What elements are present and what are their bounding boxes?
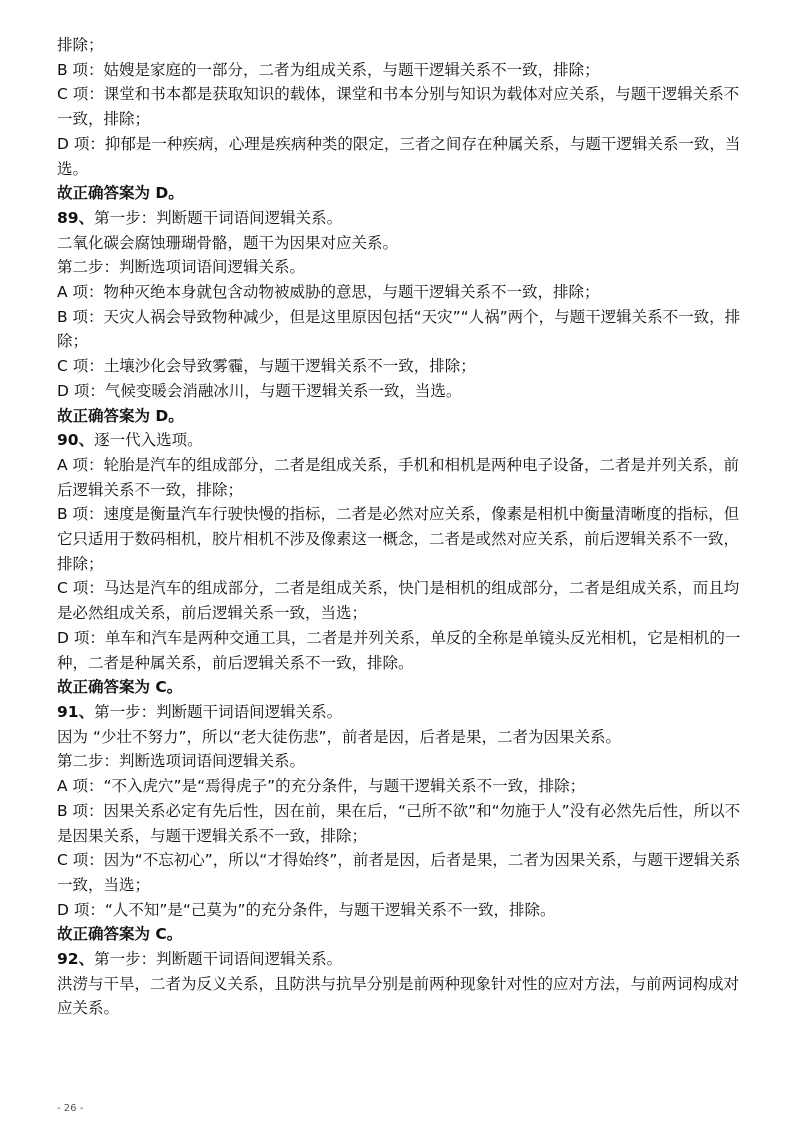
text-line: 第二步：判断选项词语间逻辑关系。 bbox=[57, 258, 306, 277]
text-line: B 项：因果关系必定有先后性，因在前，果在后，“己所不欲”和“勿施于人”没有必然先后性，所以不是因果关系，与题干逻辑关系不一致，排除； bbox=[57, 801, 741, 845]
question-heading: 89、第一步：判断题干词语间逻辑关系。 bbox=[57, 208, 343, 227]
text-line: B 项：速度是衡量汽车行驶快慢的指标，二者是必然对应关系，像素是相机中衡量清晰度的指标，但它只适用于数码相机，胶片相机不涉及像素这一概念，二者是或然对应关系，前后逻辑关系不一致，排除； bbox=[57, 505, 740, 573]
text-line: A 项：轮胎是汽车的组成部分，二者是组成关系，手机和相机是两种电子设备，二者是并列关系，前后逻辑关系不一致，排除； bbox=[57, 455, 740, 499]
text-line: D 项：单车和汽车是两种交通工具，二者是并列关系，单反的全称是单镜头反光相机，它是相机的一种，二者是种属关系，前后逻辑关系不一致，排除。 bbox=[57, 628, 741, 672]
question-number: 91、 bbox=[57, 702, 95, 721]
page-number: - 26 - bbox=[57, 1103, 84, 1114]
text-line: 因为 “少壮不努力”，所以“老大徒伤悲”，前者是因，后者是果，二者为因果关系。 bbox=[57, 727, 622, 746]
question-heading: 90、逐一代入选项。 bbox=[57, 431, 203, 450]
text-line: C 项：因为“不忘初心”，所以“才得始终”，前者是因，后者是果，二者为因果关系，与题干逻辑关系一致，当选； bbox=[57, 851, 741, 894]
question-heading: 92、第一步：判断题干词语间逻辑关系。 bbox=[57, 950, 343, 969]
question-number: 89、 bbox=[57, 208, 95, 227]
text-line: 洪涝与干旱，二者为反义关系，且防洪与抗旱分别是前两种现象针对性的应对方法，与前两词构成对应关系。 bbox=[57, 974, 740, 1018]
text-line: D 项：气候变暖会消融冰川，与题干逻辑关系一致，当选。 bbox=[57, 381, 462, 400]
text-line: C 项：马达是汽车的组成部分，二者是组成关系，快门是相机的组成部分，二者是组成关系，而且均是必然组成关系，前后逻辑关系一致，当选； bbox=[57, 579, 740, 623]
text-line: 第二步：判断选项词语间逻辑关系。 bbox=[57, 752, 306, 771]
text-line: D 项：“人不知”是“己莫为”的充分条件，与题干逻辑关系不一致，排除。 bbox=[57, 900, 556, 919]
text-line: C 项：土壤沙化会导致雾霾，与题干逻辑关系不一致，排除； bbox=[57, 357, 476, 376]
answer-line: 故正确答案为 D。 bbox=[57, 184, 184, 203]
answer-line: 故正确答案为 C。 bbox=[57, 925, 183, 944]
question-number: 92、 bbox=[57, 950, 95, 969]
answer-line: 故正确答案为 D。 bbox=[57, 406, 184, 425]
text-line: D 项：抑郁是一种疾病，心理是疾病种类的限定，三者之间存在种属关系，与题干逻辑关系一致，当选。 bbox=[57, 134, 741, 178]
document-body bbox=[57, 33, 747, 1021]
answer-line: 故正确答案为 C。 bbox=[57, 678, 183, 697]
text-line: 二氧化碳会腐蚀珊瑚骨骼，题干为因果对应关系。 bbox=[57, 233, 399, 252]
text-line: B 项：姑嫂是家庭的一部分，二者为组成关系，与题干逻辑关系不一致，排除； bbox=[57, 60, 600, 79]
text-line: A 项：“不入虎穴”是“焉得虎子”的充分条件，与题干逻辑关系不一致，排除； bbox=[57, 777, 586, 796]
text-line: 排除； bbox=[57, 36, 104, 54]
text-line: C 项：课堂和书本都是获取知识的载体，课堂和书本分别与知识为载体对应关系，与题干逻辑关系不一致，排除； bbox=[57, 85, 740, 129]
question-number: 90、 bbox=[57, 431, 95, 450]
question-heading: 91、第一步：判断题干词语间逻辑关系。 bbox=[57, 702, 343, 721]
text-line: B 项：天灾人祸会导致物种减少，但是这里原因包括“天灾”“人祸”两个，与题干逻辑关系不一致，排除； bbox=[57, 307, 741, 351]
text-line: A 项：物种灭绝本身就包含动物被威胁的意思，与题干逻辑关系不一致，排除； bbox=[57, 283, 600, 302]
